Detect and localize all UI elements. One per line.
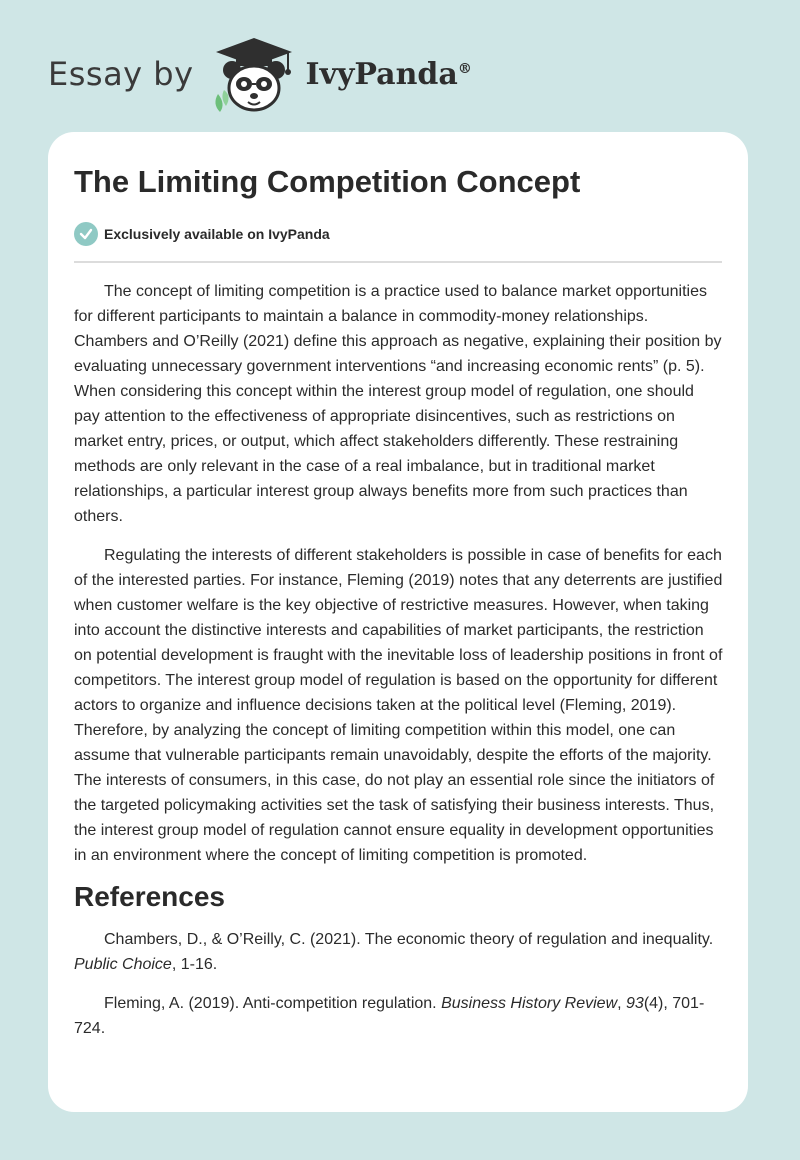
brand-name[interactable]: IvyPanda® [305,56,472,92]
exclusive-badge-label: Exclusively available on IvyPanda [104,226,330,242]
paragraph: The concept of limiting competition is a practice used to balance market opportunities for different participants to maintain a balance in commodity-money relationships. Chambers and O’Reilly (2021) define this approach as negative, explaining their position by evaluating unnecessary government interventions “and increasing economic rents” (p. 5). When considering this concept within the interest group model of regulation, one should pay attention to the effectiveness of appropriate disincentives, such as restrictions on market entry, prices, or output, which affect stakeholders differently. These restraining methods are only relevant in the case of a real imbalance, but in traditional market relationships, a particular interest group always benefits more from such practices than others. [74,283,722,525]
references-heading: References [74,881,225,912]
registered-mark: ® [457,60,472,77]
page-title: The Limiting Competition Concept [74,164,581,199]
check-icon [74,222,98,246]
reference-item: Chambers, D., & O’Reilly, C. (2021). The economic theory of regulation and inequality. Public Choice, 1-16. [74,931,714,973]
panda-logo-icon[interactable] [208,34,300,114]
essay-card [48,132,748,1112]
paragraph: Regulating the interests of different stakeholders is possible in case of benefits for each of the interested parties. For instance, Fleming (2019) notes that any deterrents are justified when customer welfare is the key objective of restrictive measures. However, when taking into account the distinctive interests and capabilities of market participants, the restriction on potential development is fraught with the inevitable loss of leadership positions in front of competitors. The interest group model of regulation is based on the opportunity for different actors to organize and influence decisions taken at the political level (Fleming, 2019). Therefore, by analyzing the concept of limiting competition within this model, one can assume that vulnerable participants remain unavoidably, despite the efforts of the majority. The interests of consumers, in this case, do not play an essential role since the initiators of the targeted policymaking activities set the task of satisfying their business interests. Thus, the interest group model of regulation cannot ensure equality in development opportunities in an environment where the concept of limiting competition is promoted. [74,547,723,864]
exclusive-badge [74,222,330,246]
site-header [48,34,472,114]
reference-item: Fleming, A. (2019). Anti-competition regulation. Business History Review, 93(4), 701-724. [74,995,705,1037]
essay-by-label: Essay by [48,55,194,93]
divider [74,261,722,263]
essay-body [74,279,724,1055]
